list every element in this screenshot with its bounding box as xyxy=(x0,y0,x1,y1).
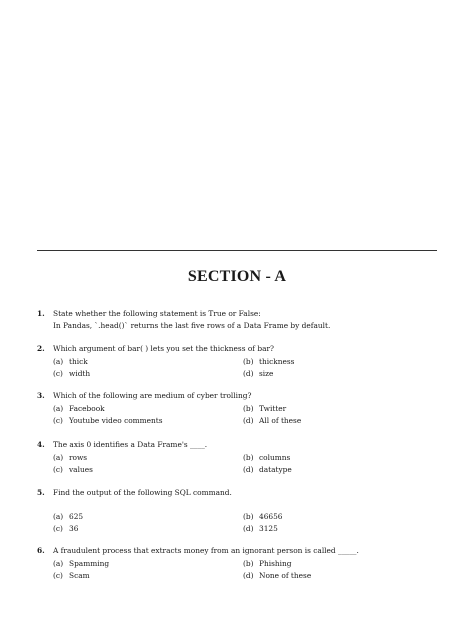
option-d: (d) datatype xyxy=(243,464,292,474)
question-statement: In Pandas, `.head()` returns the last five rows of a Data Frame by default. xyxy=(53,321,331,330)
options xyxy=(53,403,457,426)
option-c: (c) Scam xyxy=(53,570,90,580)
question-3 xyxy=(37,390,457,426)
question-number: 3. xyxy=(37,391,45,400)
option-d: (d) size xyxy=(243,368,274,378)
question-text: Which argument of bar( ) lets you set the thickness of bar? xyxy=(53,344,274,353)
question-4 xyxy=(37,439,457,475)
option-a: (a) Facebook xyxy=(53,404,105,413)
option-b: (b) Phishing xyxy=(243,559,292,568)
option-b: (b) thickness xyxy=(243,357,295,366)
option-a: (a) Spamming xyxy=(53,559,110,568)
question-number: 4. xyxy=(37,440,45,449)
question-number: 5. xyxy=(37,488,45,497)
option-b: (b) 46656 xyxy=(243,512,283,521)
option-a: (a) 625 xyxy=(53,512,84,521)
options xyxy=(53,511,457,534)
question-text: Find the output of the following SQL command. xyxy=(53,488,232,497)
horizontal-rule xyxy=(37,250,437,251)
options xyxy=(53,558,457,581)
question-number: 2. xyxy=(37,344,45,353)
question-number: 6. xyxy=(37,546,45,555)
option-b: (b) Twitter xyxy=(243,404,287,413)
section-title: SECTION - A xyxy=(187,268,287,285)
question-6 xyxy=(37,545,457,581)
question-number: 1. xyxy=(37,309,45,318)
question-text: Which of the following are medium of cyber trolling? xyxy=(53,391,252,400)
option-d: (d) All of these xyxy=(243,415,302,425)
option-b: (b) columns xyxy=(243,453,291,462)
option-c: (c) values xyxy=(53,464,93,474)
option-c: (c) 36 xyxy=(53,523,79,533)
option-c: (c) width xyxy=(53,368,91,378)
question-2 xyxy=(37,343,457,379)
option-d: (d) None of these xyxy=(243,570,312,580)
question-text: State whether the following statement is True or False: xyxy=(53,309,261,318)
question-text: A fraudulent process that extracts money from an ignorant person is called _____. xyxy=(53,546,359,555)
option-c: (c) Youtube video comments xyxy=(53,415,163,425)
option-d: (d) 3125 xyxy=(243,523,278,533)
options xyxy=(53,452,457,475)
question-1 xyxy=(37,308,457,332)
option-a: (a) rows xyxy=(53,453,88,462)
option-a: (a) thick xyxy=(53,357,88,366)
question-5 xyxy=(37,487,457,534)
options xyxy=(53,356,457,379)
question-text: The axis 0 identifies a Data Frame's ____. xyxy=(53,440,208,449)
